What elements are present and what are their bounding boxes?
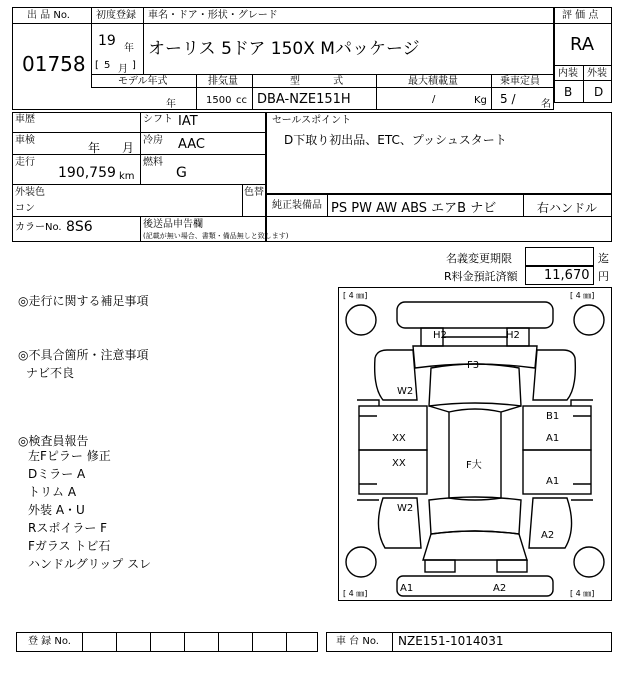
postdoc-label: 後送品申告欄 (143, 219, 203, 230)
type-label: 型 式 (290, 76, 344, 87)
sales-point-value: D下取り初出品、ETC、プッシュスタート (284, 133, 507, 147)
mark-xx-rear-door: XX (392, 433, 406, 444)
name-change-unit: 迄 (598, 252, 609, 265)
inspector-note: トリム A (28, 485, 77, 499)
lot-no-label: 出 品 No. (27, 10, 70, 21)
exterior-score: D (594, 85, 604, 99)
recycle-unit: 円 (598, 270, 609, 283)
shift-value: IAT (178, 114, 198, 129)
first-reg-label: 初度登録 (96, 10, 136, 21)
ac-value: AAC (178, 137, 205, 152)
inspection-year-unit: 年 (88, 141, 101, 155)
inspection-month-unit: 月 (122, 141, 135, 155)
mark-xx-front-door: XX (392, 458, 406, 469)
chassis-label: 車 台 No. (336, 636, 379, 647)
interior-label: 内装 (558, 68, 578, 79)
model-year-label: モデル年式 (118, 76, 168, 87)
mark-h2-left: H2 (433, 330, 447, 341)
type-value: DBA-NZE151H (257, 92, 351, 107)
first-reg-year-unit: 年 (124, 43, 134, 54)
mark-h2-right: H2 (506, 330, 520, 341)
mark-a2-fender: A2 (541, 530, 555, 541)
recycle-value: 11,670 (544, 268, 590, 283)
mark-w2-front: W2 (397, 503, 414, 514)
lot-no: 01758 (22, 52, 86, 76)
tire-label-rear-right: [ 4 ㎜] (570, 291, 595, 300)
load-label: 最大積載量 (408, 76, 458, 87)
recycle-label: R料金預託済額 (444, 270, 518, 283)
inspector-note: 左Fピラー 修正 (28, 449, 111, 463)
mark-b1: B1 (546, 411, 560, 422)
displacement-label: 排気量 (208, 76, 238, 87)
inspector-note: Dミラー A (28, 467, 86, 481)
capacity-unit: 名 (541, 99, 551, 110)
capacity-label: 乗車定員 (500, 76, 540, 87)
mark-a2-bumper: A2 (493, 583, 507, 594)
mark-a1-door-rear: A1 (546, 433, 560, 444)
inspector-section-label: ◎検査員報告 (18, 434, 89, 448)
capacity-value: 5 / (500, 92, 516, 106)
load-value: / (432, 94, 436, 105)
inspector-note: Rスポイラー F (28, 521, 108, 535)
inspector-note: 外装 A・U (28, 503, 85, 517)
reg-no-label: 登 録 No. (28, 636, 71, 647)
car-name: オーリス 5ドア 150X Mパッケージ (148, 39, 420, 59)
mileage-unit: km (119, 171, 135, 182)
chassis-value: NZE151-1014031 (398, 634, 504, 648)
shift-label: シフト (143, 114, 173, 125)
name-change-label: 名義変更期限 (446, 252, 512, 265)
name-change-box (525, 247, 594, 266)
tire-label-rear-left: [ 4 ㎜] (343, 291, 368, 300)
first-reg-year: 19 (98, 33, 116, 49)
exterior-label: 外装 (587, 68, 607, 79)
tire-label-front-right: [ 4 ㎜] (570, 589, 595, 598)
displacement-value: 1500 (206, 95, 232, 106)
equipment-value: PS PW AW ABS エアB ナビ (331, 201, 497, 216)
sales-point-label: セールスポイント (272, 115, 352, 126)
postdoc-note: (記載が無い場合、書類・備品無しと致します) (143, 232, 289, 240)
car-diagram (338, 287, 612, 601)
defect-item: ナビ不良 (26, 366, 75, 380)
ac-label: 冷房 (143, 135, 163, 146)
color-no-value: 8S6 (66, 219, 93, 235)
fuel-value: G (176, 165, 187, 181)
car-name-label: 車名・ドア・形状・グレード (148, 10, 278, 21)
car-outline (339, 288, 611, 600)
equipment-label: 純正装備品 (272, 200, 322, 211)
mark-a1-door-front: A1 (546, 476, 560, 487)
tire-label-front-left: [ 4 ㎜] (343, 589, 368, 598)
model-year-unit: 年 (166, 99, 176, 110)
load-unit: Kg (474, 95, 487, 106)
fuel-label: 燃料 (143, 157, 163, 168)
steering-value: 右ハンドル (537, 201, 598, 215)
interior-score: B (564, 85, 573, 99)
inspection-label: 車検 (15, 135, 35, 146)
mark-f3: F3 (467, 360, 480, 371)
score: RA (570, 34, 595, 55)
history-label: 車歴 (15, 114, 35, 125)
defects-section-label: ◎不具合箇所・注意事項 (18, 348, 149, 362)
mark-w2-rear: W2 (397, 386, 414, 397)
displacement-unit: cc (236, 95, 247, 106)
ext-color-label: 外装色 (15, 187, 45, 198)
mark-f-dai: F大 (466, 460, 482, 471)
inspector-note: Fガラス トビ石 (28, 539, 111, 553)
color-no-label: カラーNo. (15, 222, 62, 233)
first-reg-month: 5 (104, 60, 111, 71)
mileage-value: 190,759 (58, 165, 116, 181)
first-reg-month-unit: 月 (118, 64, 128, 75)
color-change-label: 色替 (244, 187, 264, 198)
mark-a1-bumper: A1 (400, 583, 414, 594)
ext-color-value: コン (15, 203, 35, 214)
score-label: 評 価 点 (562, 10, 599, 21)
driving-section-label: ◎走行に関する補足事項 (18, 294, 149, 308)
inspector-note: ハンドルグリップ スレ (28, 557, 152, 571)
mileage-label: 走行 (15, 157, 35, 168)
